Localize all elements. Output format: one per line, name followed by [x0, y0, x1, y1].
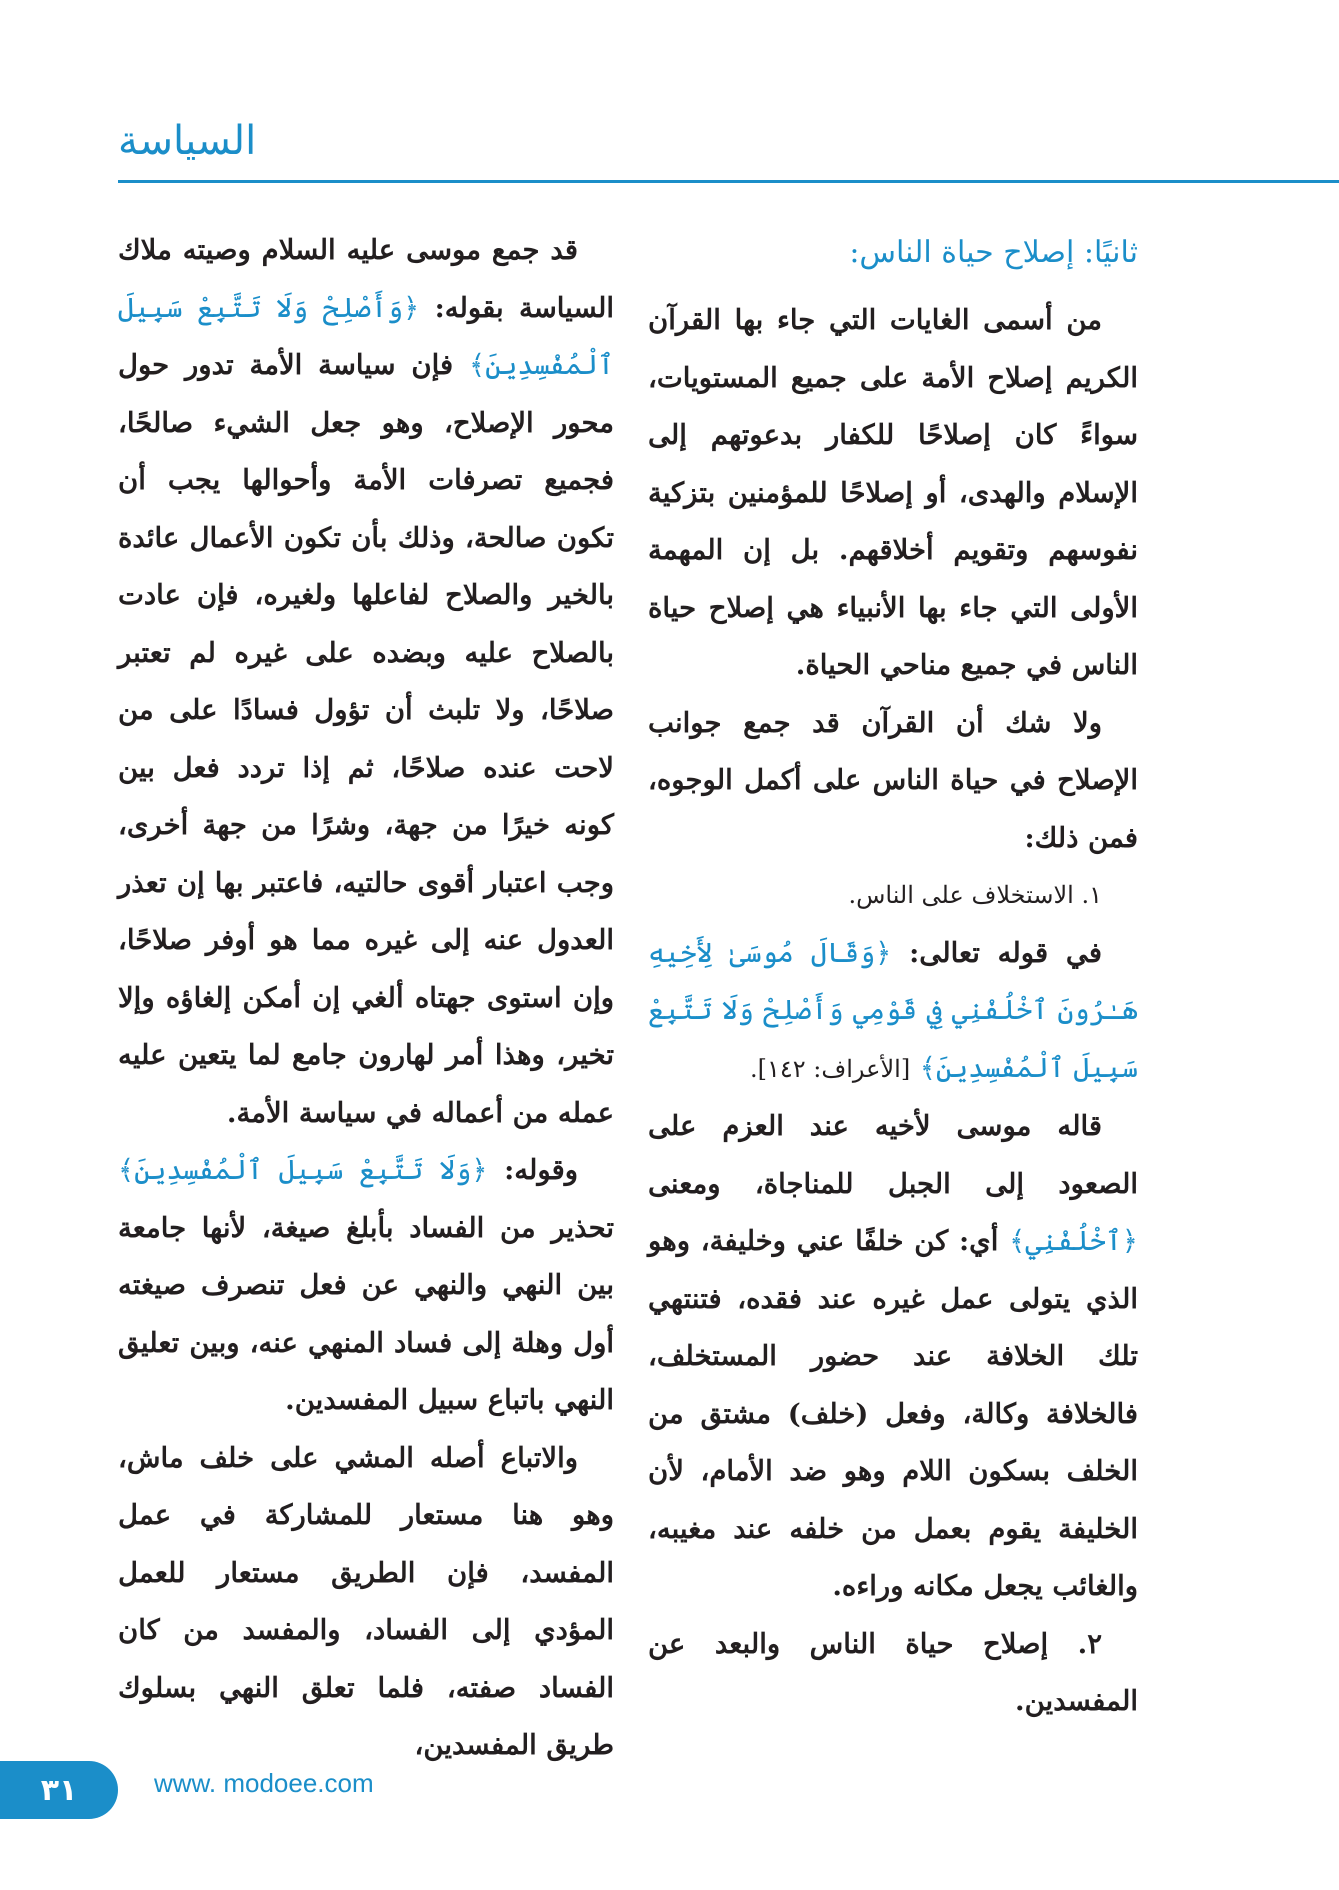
- paragraph-text: فإن سياسة الأمة تدور حول محور الإصلاح، وهو جعل الشيء صالحًا، فجميع تصرفات الأمة وأحوالها يجب أن تكون صالحة، وذلك بأن تكون الأعمال عائدة بالخير والصلاح لفاعلها ولغيره، فإن عادت بالصلاح عليه وبضده على غيره لم تعتبر صلاحًا، ولا تلبث أن تؤول فسادًا على من لاحت عنده صلاحًا، ثم إذا تردد فعل بين كونه خيرًا من جهة، وشرًا من جهة أخرى، وجب اعتبار أقوى حالتيه، فاعتبر بها إن تعذر العدول عنه إلى غيره مما هو أوفر صلاحًا، وإن استوى جهتاه ألغي إن أمكن إلغاؤه وإلا تخير، وهذا أمر لهارون جامع لما يتعين عليه عمله من أعماله في سياسة الأمة.: [118, 349, 614, 1129]
- paragraph-text: وقوله:: [504, 1154, 578, 1186]
- page-number-badge: [0, 1761, 118, 1819]
- paragraph: [648, 1098, 1138, 1616]
- verse-reference: [الأعراف: ١٤٢].: [749, 1054, 911, 1083]
- quran-quote: ﴿وَأَصْلِحْ وَلَا تَتَّبِعْ سَبِيلَ ٱلْمُفْسِدِينَ﴾: [118, 291, 615, 381]
- verse-intro: في قوله تعالى:: [909, 936, 1102, 969]
- quran-quote: ﴿ٱخْلُفْنِي﴾: [1009, 1225, 1139, 1257]
- paragraph: من أسمى الغايات التي جاء بها القرآن الكريم إصلاح الأمة على جميع المستويات، سواءً كان إصلاحًا للكفار بدعوتهم إلى الإسلام والهدى، أو إصلاحًا للمؤمنين بتزكية نفوسهم وتقويم أخلاقهم. بل إن المهمة الأولى التي جاء بها الأنبياء هي إصلاح حياة الناس في جميع مناحي الحياة.: [648, 304, 1138, 681]
- page-header-title: السياسة: [118, 118, 257, 164]
- website-link[interactable]: www. modoee.com: [154, 1768, 374, 1798]
- paragraph: والاتباع أصله المشي على خلف ماش، وهو هنا مستعار للمشاركة في عمل المفسد، فإن الطريق مستعار للعمل المؤدي إلى الفساد، والمفسد من كان الفساد صفته، فلما تعلق النهي بسلوك طريق المفسدين،: [118, 1441, 614, 1761]
- verse-paragraph: [648, 925, 1138, 1099]
- paragraph-text: أي: كن خلفًا عني وخليفة، وهو الذي يتولى عمل غيره عند فقده، فتنتهي تلك الخلافة عند حضور المستخلف، فالخلافة وكالة، وفعل (خلف) مشتق من الخلف بسكون اللام وهو ضد الأمام، لأن الخليفة يقوم بعمل من خلفه عند مغيبه، والغائب يجعل مكانه وراءه.: [648, 1225, 1138, 1602]
- page-number: ٣١: [40, 1772, 78, 1808]
- paragraph: [118, 222, 614, 1142]
- paragraph-text: تحذير من الفساد بأبلغ صيغة، لأنها جامعة بين النهي والنهي عن فعل تنصرف صيغته أول وهلة إلى فساد المنهي عنه، وبين تعليق النهي باتباع سبيل المفسدين.: [118, 1211, 614, 1416]
- list-item: ١. الاستخلاف على الناس.: [848, 881, 1102, 909]
- paragraph: [118, 1142, 614, 1430]
- list-item: ٢. إصلاح حياة الناس والبعد عن المفسدين.: [648, 1627, 1138, 1717]
- right-column: [648, 222, 1138, 1731]
- left-column: [118, 222, 614, 1775]
- section-title: ثانيًا: إصلاح حياة الناس:: [849, 235, 1138, 270]
- paragraph: ولا شك أن القرآن قد جمع جوانب الإصلاح في حياة الناس على أكمل الوجوه، فمن ذلك:: [648, 706, 1138, 854]
- quran-verse: ﴿وَقَالَ مُوسَىٰ لِأَخِيهِ هَـٰرُونَ ٱخْلُفْنِي فِي قَوْمِي وَأَصْلِحْ وَلَا تَتَّبِعْ سَبِيلَ ٱلْمُفْسِدِينَ﴾: [648, 936, 1138, 1084]
- paragraph-text: قاله موسى لأخيه عند العزم على الصعود إلى الجبل للمناجاة، ومعنى: [648, 1110, 1138, 1200]
- paragraph-text: قد جمع موسى عليه السلام وصيته ملاك السياسة بقوله:: [118, 234, 614, 324]
- header-divider: [118, 180, 1339, 183]
- quran-quote: ﴿وَلَا تَتَّبِعْ سَبِيلَ ٱلْمُفْسِدِينَ﴾: [118, 1154, 488, 1186]
